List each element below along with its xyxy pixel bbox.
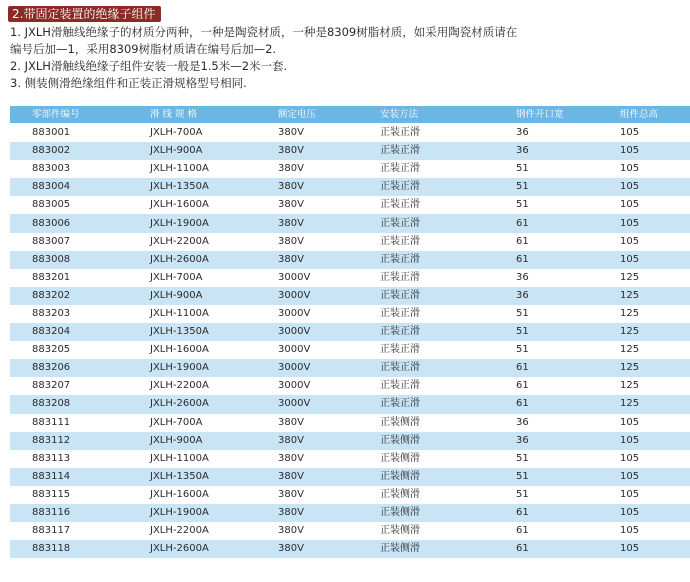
- note-line-1: 1. JXLH滑触线绝缘子的材质分两种，一种是陶瓷材质，一种是8309树脂材质，如采用陶瓷材质请在: [10, 25, 518, 39]
- install-method-cell: 正装侧滑: [370, 486, 488, 504]
- rated-voltage-cell: 380V: [268, 124, 370, 143]
- install-method-cell: 正装正滑: [370, 287, 488, 305]
- total-height-cell: 105: [616, 196, 690, 214]
- total-height-cell: 105: [616, 504, 690, 522]
- header-install-method: 安装方法: [370, 106, 488, 124]
- rated-voltage-cell: 3000V: [268, 359, 370, 377]
- part-number-cell: 883208: [10, 395, 132, 413]
- opening-width-cell: 36: [488, 142, 616, 160]
- total-height-cell: 105: [616, 142, 690, 160]
- table-row: [10, 251, 690, 269]
- rated-voltage-cell: 380V: [268, 432, 370, 450]
- total-height-cell: 105: [616, 432, 690, 450]
- rail-spec-cell: JXLH-1350A: [132, 178, 268, 196]
- part-number-cell: 883114: [10, 468, 132, 486]
- table-row: [10, 287, 690, 305]
- table-row: [10, 395, 690, 413]
- part-number-cell: 883005: [10, 196, 132, 214]
- rated-voltage-cell: 3000V: [268, 395, 370, 413]
- part-number-cell: 883113: [10, 450, 132, 468]
- rail-spec-cell: JXLH-2600A: [132, 540, 268, 558]
- part-number-cell: 883203: [10, 305, 132, 323]
- rail-spec-cell: JXLH-1900A: [132, 214, 268, 232]
- rated-voltage-cell: 380V: [268, 486, 370, 504]
- rated-voltage-cell: 380V: [268, 450, 370, 468]
- install-method-cell: 正装正滑: [370, 341, 488, 359]
- rated-voltage-cell: 380V: [268, 178, 370, 196]
- total-height-cell: 105: [616, 414, 690, 432]
- install-method-cell: 正装正滑: [370, 160, 488, 178]
- rail-spec-cell: JXLH-2200A: [132, 377, 268, 395]
- install-method-cell: 正装正滑: [370, 142, 488, 160]
- part-number-cell: 883002: [10, 142, 132, 160]
- rail-spec-cell: JXLH-900A: [132, 287, 268, 305]
- notes: [10, 24, 594, 92]
- opening-width-cell: 51: [488, 341, 616, 359]
- table-row: [10, 540, 690, 558]
- rail-spec-cell: JXLH-1100A: [132, 160, 268, 178]
- rated-voltage-cell: 380V: [268, 468, 370, 486]
- table-row: [10, 341, 690, 359]
- part-number-cell: 883112: [10, 432, 132, 450]
- rail-spec-cell: JXLH-2600A: [132, 251, 268, 269]
- header-total-height: 组件总高: [616, 106, 690, 124]
- rated-voltage-cell: 380V: [268, 233, 370, 251]
- opening-width-cell: 61: [488, 504, 616, 522]
- total-height-cell: 125: [616, 341, 690, 359]
- opening-width-cell: 51: [488, 178, 616, 196]
- opening-width-cell: 61: [488, 251, 616, 269]
- part-number-cell: 883006: [10, 214, 132, 232]
- opening-width-cell: 51: [488, 196, 616, 214]
- rail-spec-cell: JXLH-1600A: [132, 341, 268, 359]
- total-height-cell: 105: [616, 124, 690, 143]
- insulator-spec-table: [10, 106, 690, 558]
- opening-width-cell: 36: [488, 414, 616, 432]
- rail-spec-cell: JXLH-1600A: [132, 486, 268, 504]
- table-row: [10, 196, 690, 214]
- rated-voltage-cell: 3000V: [268, 287, 370, 305]
- install-method-cell: 正装侧滑: [370, 504, 488, 522]
- install-method-cell: 正装正滑: [370, 124, 488, 143]
- rail-spec-cell: JXLH-1350A: [132, 468, 268, 486]
- rated-voltage-cell: 380V: [268, 540, 370, 558]
- part-number-cell: 883003: [10, 160, 132, 178]
- header-opening-width: 钢件开口宽: [488, 106, 616, 124]
- rated-voltage-cell: 380V: [268, 251, 370, 269]
- table-row: [10, 233, 690, 251]
- total-height-cell: 125: [616, 287, 690, 305]
- install-method-cell: 正装正滑: [370, 323, 488, 341]
- rated-voltage-cell: 3000V: [268, 305, 370, 323]
- part-number-cell: 883117: [10, 522, 132, 540]
- note-line-2: 编号后加—1，采用8309树脂材质请在编号后加—2.: [10, 42, 277, 56]
- part-number-cell: 883118: [10, 540, 132, 558]
- part-number-cell: 883008: [10, 251, 132, 269]
- note-line-4: 3. 侧装侧滑绝缘组件和正装正滑规格型号相同.: [10, 76, 247, 90]
- table-row: [10, 414, 690, 432]
- rated-voltage-cell: 380V: [268, 196, 370, 214]
- total-height-cell: 105: [616, 468, 690, 486]
- rail-spec-cell: JXLH-700A: [132, 269, 268, 287]
- opening-width-cell: 61: [488, 359, 616, 377]
- header-row: [10, 106, 690, 124]
- table-row: [10, 160, 690, 178]
- table-row: [10, 323, 690, 341]
- total-height-cell: 105: [616, 540, 690, 558]
- table-row: [10, 178, 690, 196]
- opening-width-cell: 61: [488, 540, 616, 558]
- install-method-cell: 正装侧滑: [370, 450, 488, 468]
- opening-width-cell: 36: [488, 269, 616, 287]
- opening-width-cell: 61: [488, 214, 616, 232]
- rail-spec-cell: JXLH-2200A: [132, 522, 268, 540]
- install-method-cell: 正装正滑: [370, 395, 488, 413]
- part-number-cell: 883207: [10, 377, 132, 395]
- rail-spec-cell: JXLH-1900A: [132, 359, 268, 377]
- part-number-cell: 883007: [10, 233, 132, 251]
- part-number-cell: 883004: [10, 178, 132, 196]
- install-method-cell: 正装正滑: [370, 269, 488, 287]
- total-height-cell: 125: [616, 305, 690, 323]
- total-height-cell: 125: [616, 395, 690, 413]
- header-rail-spec: 滑 线 规 格: [132, 106, 268, 124]
- table-row: [10, 142, 690, 160]
- opening-width-cell: 51: [488, 450, 616, 468]
- install-method-cell: 正装侧滑: [370, 522, 488, 540]
- table-row: [10, 124, 690, 143]
- opening-width-cell: 51: [488, 323, 616, 341]
- total-height-cell: 105: [616, 450, 690, 468]
- opening-width-cell: 51: [488, 160, 616, 178]
- rail-spec-cell: JXLH-700A: [132, 124, 268, 143]
- install-method-cell: 正装正滑: [370, 196, 488, 214]
- section-title: 2.带固定装置的绝缘子组件: [8, 6, 161, 22]
- rated-voltage-cell: 380V: [268, 522, 370, 540]
- install-method-cell: 正装正滑: [370, 214, 488, 232]
- rail-spec-cell: JXLH-900A: [132, 432, 268, 450]
- rail-spec-cell: JXLH-1900A: [132, 504, 268, 522]
- table-row: [10, 377, 690, 395]
- rated-voltage-cell: 380V: [268, 214, 370, 232]
- opening-width-cell: 36: [488, 287, 616, 305]
- total-height-cell: 105: [616, 522, 690, 540]
- table-header: [10, 106, 690, 124]
- table-row: [10, 504, 690, 522]
- total-height-cell: 125: [616, 359, 690, 377]
- table-row: [10, 269, 690, 287]
- rated-voltage-cell: 380V: [268, 142, 370, 160]
- part-number-cell: 883115: [10, 486, 132, 504]
- part-number-cell: 883204: [10, 323, 132, 341]
- rail-spec-cell: JXLH-1600A: [132, 196, 268, 214]
- install-method-cell: 正装正滑: [370, 178, 488, 196]
- opening-width-cell: 36: [488, 124, 616, 143]
- total-height-cell: 105: [616, 214, 690, 232]
- total-height-cell: 105: [616, 160, 690, 178]
- opening-width-cell: 61: [488, 522, 616, 540]
- rated-voltage-cell: 380V: [268, 414, 370, 432]
- table-row: [10, 432, 690, 450]
- part-number-cell: 883111: [10, 414, 132, 432]
- table-row: [10, 468, 690, 486]
- total-height-cell: 105: [616, 178, 690, 196]
- table-row: [10, 305, 690, 323]
- opening-width-cell: 51: [488, 468, 616, 486]
- install-method-cell: 正装侧滑: [370, 468, 488, 486]
- install-method-cell: 正装正滑: [370, 233, 488, 251]
- part-number-cell: 883205: [10, 341, 132, 359]
- install-method-cell: 正装侧滑: [370, 540, 488, 558]
- total-height-cell: 105: [616, 251, 690, 269]
- opening-width-cell: 61: [488, 395, 616, 413]
- table-body: [10, 124, 690, 559]
- install-method-cell: 正装正滑: [370, 377, 488, 395]
- part-number-cell: 883001: [10, 124, 132, 143]
- table-row: [10, 486, 690, 504]
- total-height-cell: 125: [616, 377, 690, 395]
- table-row: [10, 359, 690, 377]
- rated-voltage-cell: 380V: [268, 160, 370, 178]
- total-height-cell: 125: [616, 269, 690, 287]
- install-method-cell: 正装正滑: [370, 251, 488, 269]
- table-row: [10, 450, 690, 468]
- total-height-cell: 125: [616, 323, 690, 341]
- table-row: [10, 522, 690, 540]
- rated-voltage-cell: 3000V: [268, 323, 370, 341]
- rated-voltage-cell: 380V: [268, 504, 370, 522]
- rail-spec-cell: JXLH-700A: [132, 414, 268, 432]
- rail-spec-cell: JXLH-1100A: [132, 450, 268, 468]
- rated-voltage-cell: 3000V: [268, 269, 370, 287]
- install-method-cell: 正装侧滑: [370, 414, 488, 432]
- rated-voltage-cell: 3000V: [268, 341, 370, 359]
- opening-width-cell: 51: [488, 305, 616, 323]
- rail-spec-cell: JXLH-1100A: [132, 305, 268, 323]
- opening-width-cell: 36: [488, 432, 616, 450]
- rail-spec-cell: JXLH-2200A: [132, 233, 268, 251]
- opening-width-cell: 61: [488, 233, 616, 251]
- rail-spec-cell: JXLH-1350A: [132, 323, 268, 341]
- rail-spec-cell: JXLH-900A: [132, 142, 268, 160]
- header-rated-voltage: 额定电压: [268, 106, 370, 124]
- note-line-3: 2. JXLH滑触线绝缘子组件安装一般是1.5米—2米一套.: [10, 59, 288, 73]
- opening-width-cell: 51: [488, 486, 616, 504]
- rated-voltage-cell: 3000V: [268, 377, 370, 395]
- table-row: [10, 214, 690, 232]
- header-part-number: 零部件编号: [10, 106, 132, 124]
- rail-spec-cell: JXLH-2600A: [132, 395, 268, 413]
- part-number-cell: 883206: [10, 359, 132, 377]
- opening-width-cell: 61: [488, 377, 616, 395]
- total-height-cell: 105: [616, 486, 690, 504]
- total-height-cell: 105: [616, 233, 690, 251]
- part-number-cell: 883201: [10, 269, 132, 287]
- install-method-cell: 正装正滑: [370, 305, 488, 323]
- install-method-cell: 正装侧滑: [370, 432, 488, 450]
- part-number-cell: 883116: [10, 504, 132, 522]
- install-method-cell: 正装正滑: [370, 359, 488, 377]
- part-number-cell: 883202: [10, 287, 132, 305]
